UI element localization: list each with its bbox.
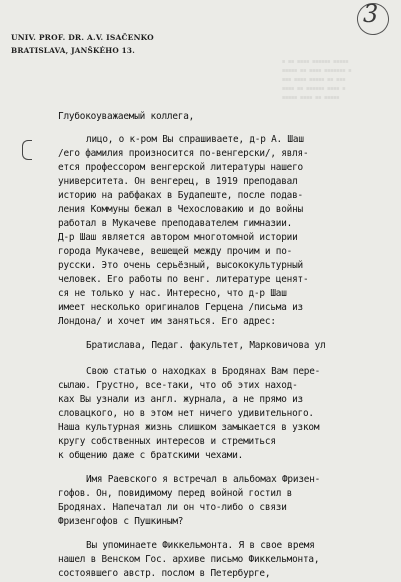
body-line: историю на рабфаках в Будапеште, после подав- bbox=[58, 190, 303, 201]
salutation: Глубокоуважаемый коллега, bbox=[58, 111, 195, 122]
body-line: Фризенгофов с Пушкиным? bbox=[58, 516, 184, 527]
body-line: к общению даже с братскими чехами. bbox=[58, 450, 244, 461]
body-line: Наша культурная жизнь слишком замыкается в узком bbox=[58, 422, 320, 433]
body-line: Д-р Шаш является автором многотомной истории bbox=[58, 232, 298, 243]
letterhead-address: BRATISLAVA, JANŠKÉHO 13. bbox=[11, 46, 135, 55]
body-line: словацкого, но в этом нет ничего удивительного. bbox=[58, 408, 314, 419]
body-line: состоявшего австр. послом в Петербурге, bbox=[58, 568, 271, 579]
body-line: лицо, о к-ром Вы спрашиваете, д-р А. Шаш bbox=[86, 134, 304, 145]
body-line: кругу собственных интересов и стремиться bbox=[58, 436, 276, 447]
page-number: 3 bbox=[363, 0, 379, 28]
body-line: Вы упоминаете Фиккельмонта. Я в свое время bbox=[86, 540, 315, 551]
body-line: работал в Мукачеве преподавателем гимназии. bbox=[58, 218, 293, 229]
body-line: Лондона/ и хочет им заняться. Его адрес: bbox=[58, 316, 276, 327]
margin-bracket-mark bbox=[22, 140, 32, 160]
body-line: ется профессором венгерской литературы нашего bbox=[58, 162, 303, 173]
body-line: гофов. Он, повидимому перед войной гостил в bbox=[58, 488, 293, 499]
address-line: Братислава, Педаг. факультет, Марковичова ул bbox=[86, 340, 326, 351]
body-line: ках Вы узнали из англ. журнала, а не прямо из bbox=[58, 394, 303, 405]
body-line: нашел в Венском Гос. архиве письмо Фиккельмонта, bbox=[58, 554, 320, 565]
body-line: имеет несколько оригиналов Герцена /письма из bbox=[58, 302, 303, 313]
letterhead-name: UNIV. PROF. DR. A.V. ISAČENKO bbox=[11, 33, 154, 42]
body-line: человек. Его работы по венг. литературе ценят- bbox=[58, 274, 309, 285]
body-line: ления Коммуны бежал в Чехословакию и до войны bbox=[58, 204, 303, 215]
body-line: университета. Он венгерец, в 1919 преподавал bbox=[58, 176, 298, 187]
body-line: Бродянах. Напечатал ли он что-либо о связи bbox=[58, 502, 287, 513]
body-line: /его фамилия произносится по-венгерски/, явля- bbox=[58, 148, 309, 159]
bleed-through-text: ≡ ≡≡ ≡≡≡≡ ≡≡≡≡≡≡ ≡≡≡≡≡ ≡≡≡≡≡ ≡≡ ≡≡≡≡ ≡≡≡≡≡≡≡ ≡ ≡≡≡ ≡≡≡≡ ≡≡≡≡≡ ≡≡ ≡≡≡ ≡≡≡≡ ≡≡ ≡≡≡≡≡≡ ≡≡≡≡ ≡ ≡≡≡≡≡ ≡≡≡≡ ≡≡ ≡≡≡≡≡ bbox=[282, 59, 352, 101]
body-line: русски. Это очень серьёзный, высококультурный bbox=[58, 260, 303, 271]
body-line: ся не только у нас. Интересно, что д-р Шаш bbox=[58, 288, 287, 299]
body-line: Имя Раевского я встречал в альбомах Фризен- bbox=[86, 474, 321, 485]
body-line: города Мукачеве, вешещей между прочим и по- bbox=[58, 246, 293, 257]
body-line: Свою статью о находках в Бродянах Вам пере- bbox=[86, 366, 321, 377]
body-line: сылаю. Грустно, все-таки, что об этих наход- bbox=[58, 380, 298, 391]
